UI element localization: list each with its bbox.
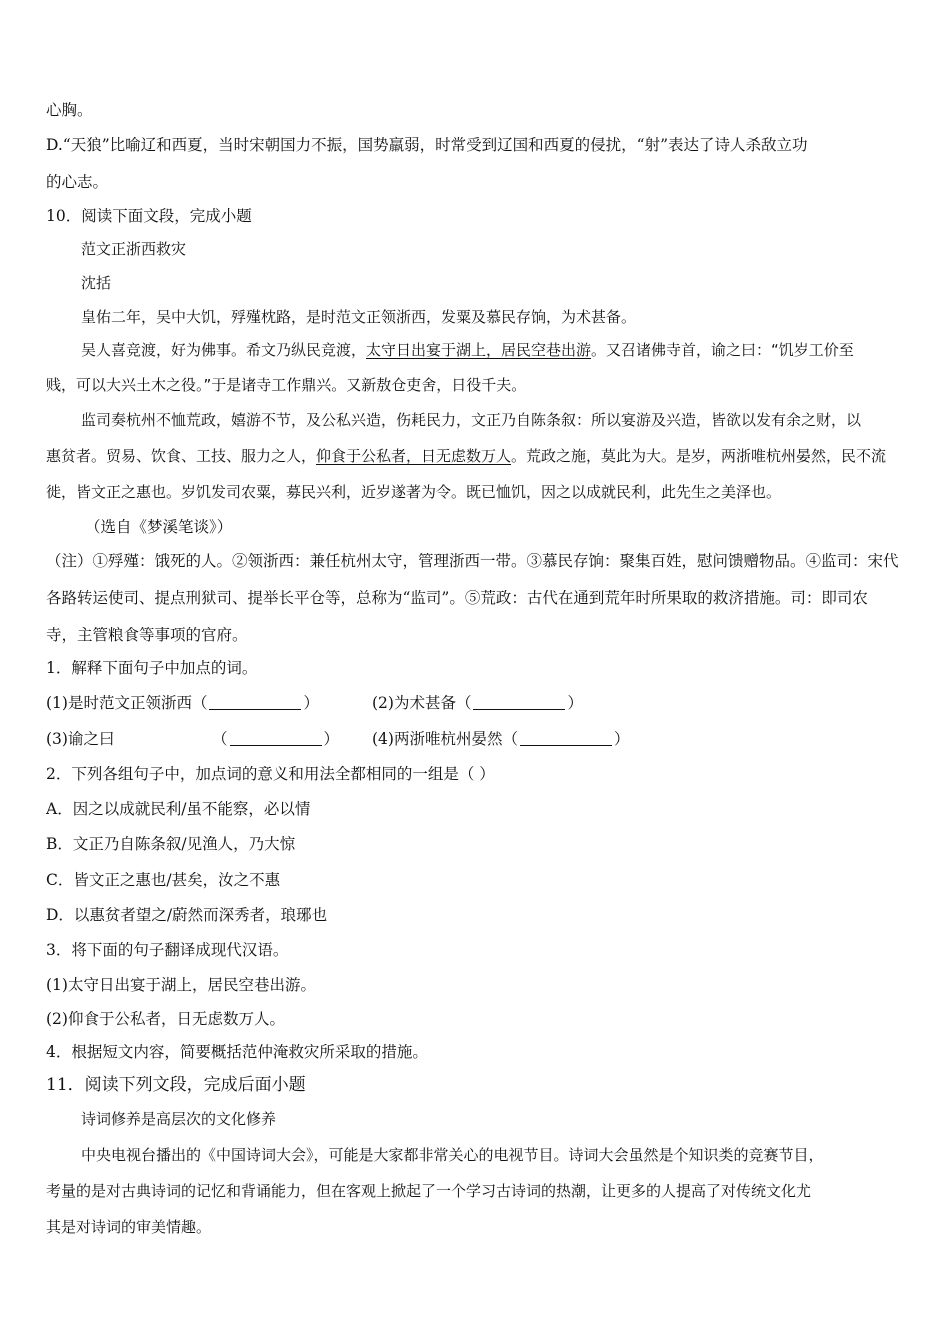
option-c: C．皆文正之惠也/甚矣，汝之不惠 — [46, 871, 281, 889]
text-span: (1)是时范文正领浙西（ — [46, 694, 208, 712]
notes: 寺，主管粮食等事项的官府。 — [46, 626, 248, 644]
answer-blank[interactable] — [230, 730, 322, 746]
text-span: 。又召诸佛寺首，谕之曰：“饥岁工价至 — [591, 341, 854, 359]
translation-item-2: (2)仰食于公私者，日无虑数万人。 — [46, 1010, 285, 1028]
passage-title: 范文正浙西救灾 — [81, 240, 187, 258]
text-line: 心胸。 — [46, 101, 93, 119]
question-11-heading: 11．阅读下列文段，完成后面小题 — [46, 1075, 306, 1095]
text-line: 徙，皆文正之惠也。岁饥发司农粟，募民兴利，近岁遂著为令。既已恤饥，因之以成就民利，此先生之美泽也。 — [46, 483, 782, 501]
notes: 各路转运使司、提点刑狱司、提举长平仓等，总称为“监司”。⑤荒政：古代在通到荒年时所果取的救济措施。司：即司农 — [46, 589, 868, 607]
underlined-sentence-2: 仰食于公私者，日无虑数万人 — [316, 447, 512, 465]
sub-question-3: 3．将下面的句子翻译成现代汉语。 — [46, 941, 289, 959]
sub-item-1-3-blank — [212, 728, 339, 750]
text-span: 。荒政之施，莫此为大。是岁，两浙唯杭州晏然，民不流 — [511, 447, 887, 465]
text-span: ） — [303, 694, 319, 712]
text-span: ） — [613, 730, 630, 748]
sub-item-1-1 — [46, 692, 319, 714]
text-span: 吴人喜竞渡，好为佛事。希文乃纵民竞渡， — [81, 341, 367, 359]
text-line: 贱，可以大兴土木之役。”于是诸寺工作鼎兴。又新敖仓吏舍，日役千夫。 — [46, 376, 527, 394]
sub-item-1-2 — [372, 692, 583, 714]
sub-item-1-4 — [372, 728, 629, 750]
question-10-heading: 10．阅读下面文段，完成小题 — [46, 207, 252, 225]
answer-blank[interactable] — [209, 694, 301, 710]
text-span: （ — [212, 730, 228, 748]
passage-11-paragraph: 中央电视台播出的《中国诗词大会》，可能是大家都非常关心的电视节目。诗词大会虽然是个知识类的竞赛节目， — [81, 1146, 824, 1164]
text-span: (4)两浙唯杭州晏然（ — [372, 730, 518, 748]
text-span: ） — [567, 694, 583, 712]
passage-paragraph-2 — [81, 339, 854, 361]
sub-item-1-3: (3)谕之曰 — [46, 730, 115, 748]
text-span: (2)为术甚备（ — [372, 694, 472, 712]
sub-question-4: 4．根据短文内容，简要概括范仲淹救灾所采取的措施。 — [46, 1043, 428, 1061]
text-span: ） — [323, 730, 340, 748]
sub-question-2: 2．下列各组句子中，加点词的意义和用法全都相同的一组是（ ） — [46, 765, 495, 783]
translation-item-1: (1)太守日出宴于湖上，居民空巷出游。 — [46, 976, 316, 994]
text-line: 其是对诗词的审美情趣。 — [46, 1218, 212, 1236]
notes: （注）①殍殣：饿死的人。②领浙西：兼任杭州太守，管理浙西一带。③慕民存饷：聚集百姓，慰问馈赠物品。④监司：宋代 — [46, 552, 899, 570]
passage-author: 沈括 — [81, 274, 112, 292]
passage-title-11: 诗词修养是高层次的文化修养 — [81, 1110, 277, 1128]
underlined-sentence-1: 太守日出宴于湖上，居民空巷出游 — [366, 341, 592, 359]
passage-paragraph-1: 皇佑二年，吴中大饥，殍殣枕路，是时范文正领浙西，发粟及慕民存饷，为术甚备。 — [81, 308, 637, 326]
answer-blank[interactable] — [473, 694, 565, 710]
text-line: 的心志。 — [46, 173, 109, 191]
passage-source: （选自《梦溪笔谈》） — [85, 518, 233, 536]
option-d: D．以惠贫者望之/蔚然而深秀者，琅琊也 — [46, 906, 328, 924]
sub-question-1: 1．解释下面句子中加点的词。 — [46, 659, 258, 677]
text-line — [46, 445, 886, 467]
text-span: 惠贫者。贸易、饮食、工技、服力之人， — [46, 447, 317, 465]
option-b: B．文正乃自陈条叙/见渔人，乃大惊 — [46, 835, 296, 853]
option-d-prev: D.“天狼”比喻辽和西夏，当时宋朝国力不振，国势羸弱，时常受到辽国和西夏的侵扰，“射”表达了诗人杀敌立功 — [46, 136, 808, 154]
answer-blank[interactable] — [520, 730, 612, 746]
option-a: A．因之以成就民利/虽不能察，必以情 — [46, 800, 311, 818]
text-line: 考量的是对古典诗词的记忆和背诵能力，但在客观上掀起了一个学习古诗词的热潮，让更多的人提高了对传统文化尤 — [46, 1182, 812, 1200]
passage-paragraph-3: 监司奏杭州不恤荒政，嬉游不节，及公私兴造，伤耗民力，文正乃自陈条叙：所以宴游及兴造，皆欲以发有余之财，以 — [81, 411, 862, 429]
